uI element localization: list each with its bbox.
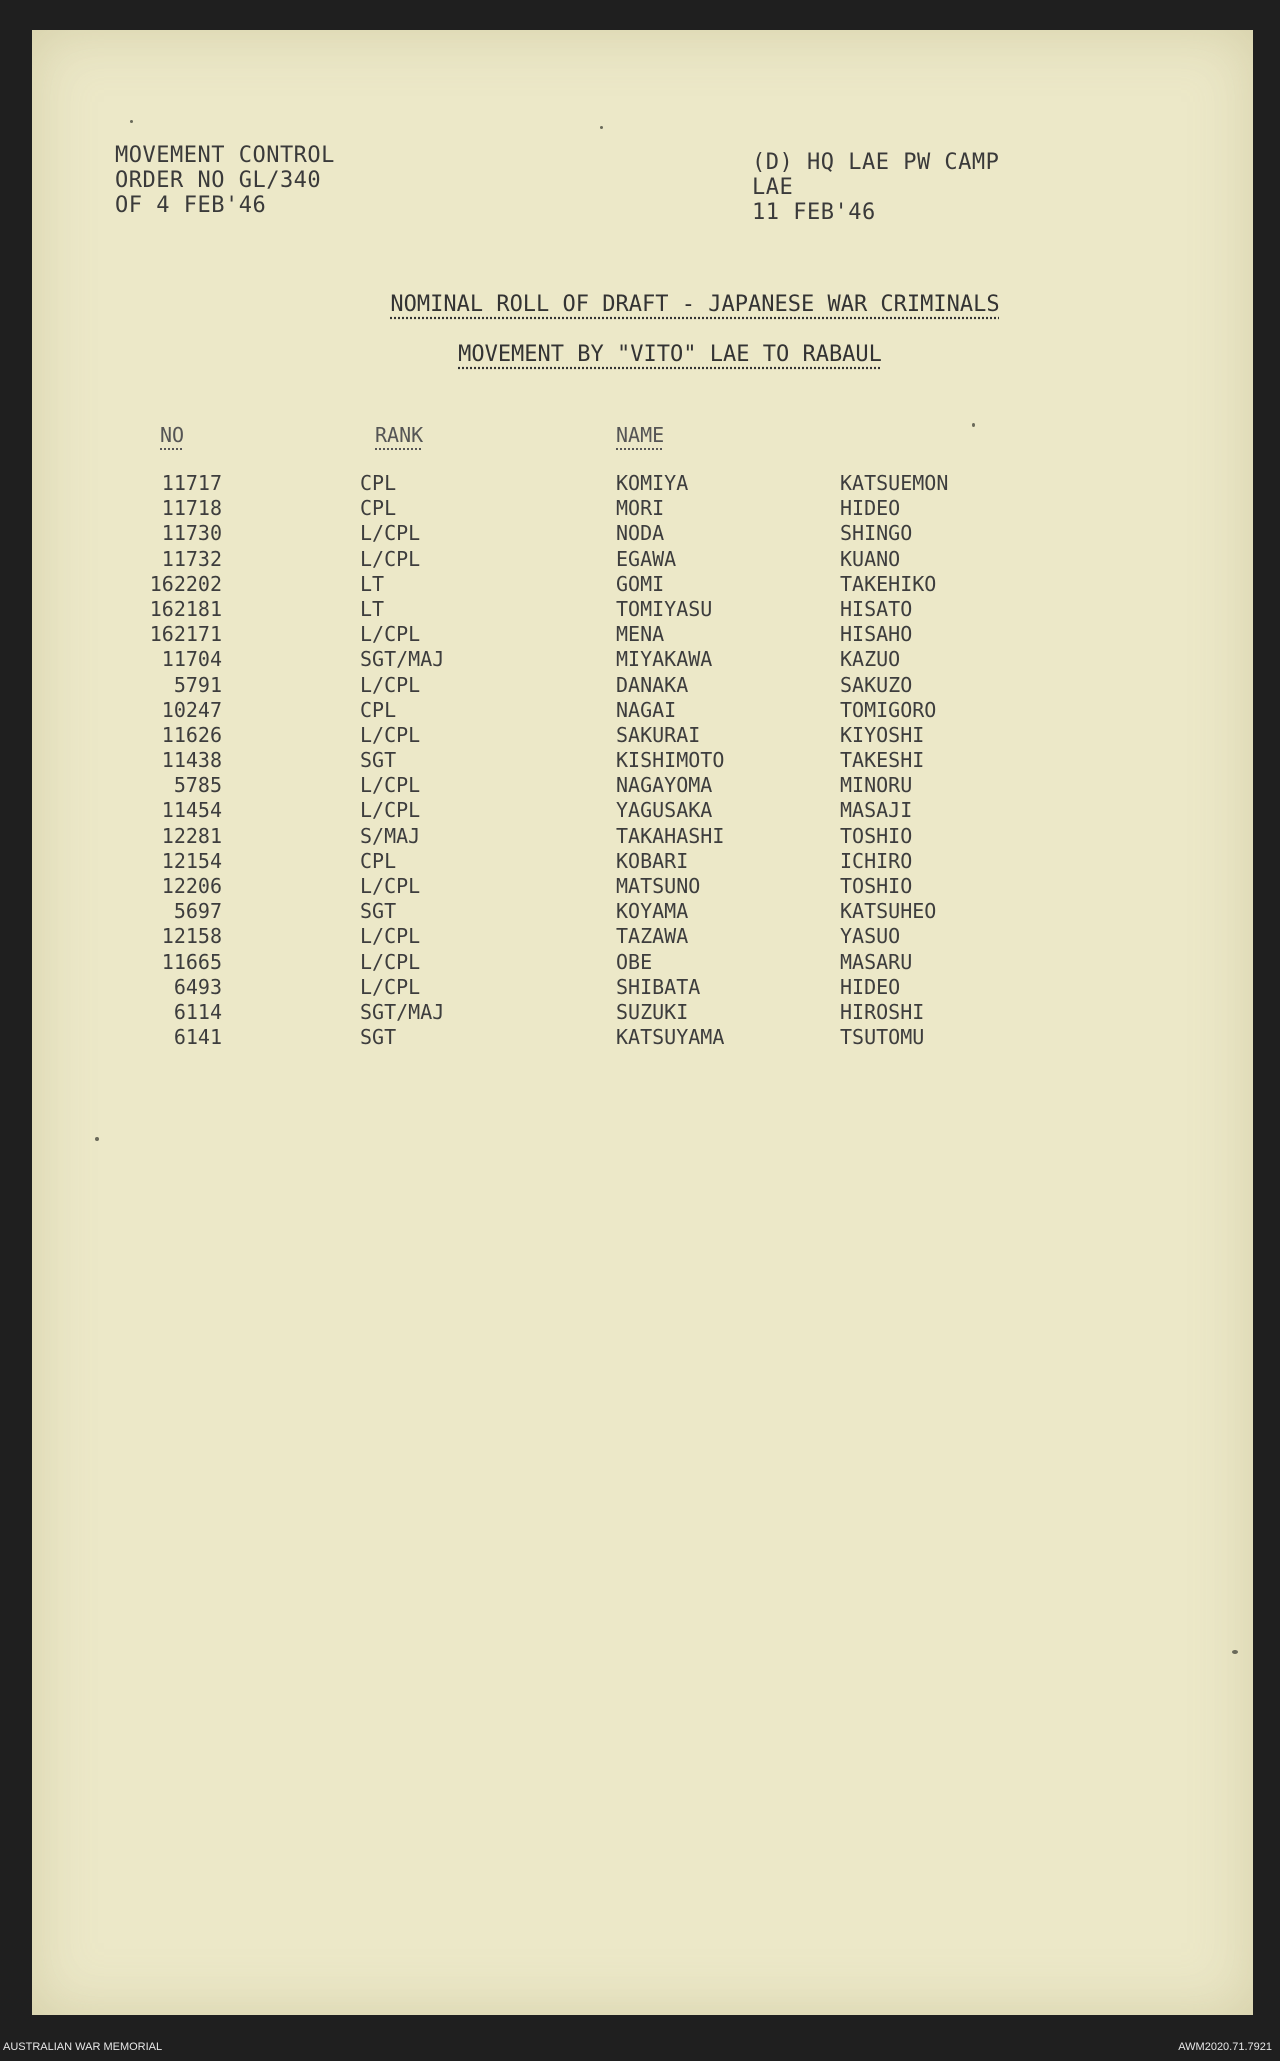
row-given-name: KATSUEMON [840,471,949,495]
row-rank: L/CPL [360,773,421,798]
row-number: 162202 [149,571,222,596]
table-row [0,622,1280,647]
row-number: 6141 [173,1025,222,1050]
row-rank: LT [360,596,385,621]
row-given-name: HIDEO [840,496,901,521]
row-given-name: TAKESHI [840,748,925,773]
row-rank: CPL [360,697,397,722]
order-reference [115,143,415,218]
row-rank: L/CPL [360,974,421,999]
row-surname: KOMIYA [616,471,689,495]
row-given-name: TOMIGORO [840,697,937,722]
row-rank: CPL [360,471,397,495]
row-surname: MATSUNO [616,874,701,898]
table-row [0,521,1280,546]
row-given-name: TOSHIO [840,874,913,898]
row-surname: MENA [616,622,665,647]
row-given-name: MINORU [840,773,913,798]
row-rank: L/CPL [360,722,421,747]
table-row [0,975,1280,1000]
row-rank: SGT [360,1025,397,1050]
row-surname: TOMIYASU [616,596,713,621]
table-row [0,798,1280,823]
camp-line-3: 11 FEB'46 [752,200,876,225]
row-surname: TAKAHASHI [616,823,725,848]
row-surname: OBE [616,949,653,974]
row-rank: CPL [360,496,397,521]
document-subtitle [0,342,1280,367]
row-number: 11717 [161,471,222,495]
row-given-name: MASARU [840,949,913,974]
row-number: 11626 [161,722,222,747]
row-rank: CPL [360,848,397,873]
row-number: 6114 [173,999,222,1024]
row-rank: S/MAJ [360,823,421,848]
order-line-1: MOVEMENT CONTROL [115,143,335,168]
table-row [0,547,1280,572]
row-given-name: ICHIRO [840,848,913,873]
row-given-name: YASUO [840,924,901,949]
table-row [0,1025,1280,1050]
row-rank: L/CPL [360,874,421,898]
row-number: 162171 [149,622,222,647]
row-number: 162181 [149,596,222,621]
row-surname: GOMI [616,571,665,596]
order-line-2: ORDER NO GL/340 [115,168,322,193]
table-row [0,773,1280,798]
table-row [0,874,1280,899]
ink-speck [95,1137,99,1141]
row-surname: MORI [616,496,665,521]
row-number: 12206 [161,874,222,898]
row-given-name: MASAJI [840,798,913,823]
row-number: 11704 [161,647,222,672]
row-rank: L/CPL [360,924,421,949]
table-row [0,496,1280,521]
table-row [0,824,1280,849]
order-line-3: OF 4 FEB'46 [115,193,267,218]
row-surname: SHIBATA [616,974,701,999]
row-rank: SGT [360,748,397,773]
row-given-name: SHINGO [840,521,913,546]
row-surname: SUZUKI [616,999,689,1024]
row-surname: DANAKA [616,672,689,697]
row-surname: NODA [616,521,665,546]
row-rank: SGT [360,899,397,924]
table-row [0,673,1280,698]
table-row [0,723,1280,748]
footer-accession-number: AWM2020.71.7921 [1178,2041,1272,2053]
row-number: 12281 [161,823,222,848]
ink-speck [972,423,975,427]
row-number: 5697 [173,899,222,924]
ink-speck [130,120,133,123]
row-given-name: KIYOSHI [840,722,925,747]
row-surname: KISHIMOTO [616,748,725,773]
row-number: 11454 [161,798,222,823]
row-number: 5791 [173,672,222,697]
row-number: 12154 [161,848,222,873]
camp-address [752,150,1052,225]
row-given-name: KATSUHEO [840,899,937,924]
row-given-name: SAKUZO [840,672,913,697]
column-header-no: NO [160,423,185,447]
row-rank: L/CPL [360,521,421,546]
row-surname: KOBARI [616,848,689,873]
row-given-name: TSUTOMU [840,1025,925,1050]
row-rank: L/CPL [360,546,421,571]
row-number: 11665 [161,949,222,974]
row-given-name: HIROSHI [840,999,925,1024]
row-rank: L/CPL [360,622,421,647]
row-given-name: KAZUO [840,647,901,672]
row-rank: SGT/MAJ [360,647,445,672]
row-given-name: HISATO [840,596,913,621]
row-surname: EGAWA [616,546,677,571]
row-surname: KOYAMA [616,899,689,924]
row-number: 6493 [173,974,222,999]
row-given-name: HISAHO [840,622,913,647]
row-number: 11732 [161,546,222,571]
row-number: 12158 [161,924,222,949]
document-title [0,292,1280,317]
table-row [0,1000,1280,1025]
row-surname: NAGAI [616,697,677,722]
table-row [0,849,1280,874]
row-surname: KATSUYAMA [616,1025,725,1050]
row-rank: L/CPL [360,672,421,697]
row-number: 11730 [161,521,222,546]
row-surname: MIYAKAWA [616,647,713,672]
footer-institution: AUSTRALIAN WAR MEMORIAL [3,2041,163,2053]
ink-speck [1232,1650,1238,1654]
camp-line-2: LAE [752,175,794,200]
title-line-2: MOVEMENT BY "VITO" LAE TO RABAUL [458,342,882,367]
row-given-name: TAKEHIKO [840,571,937,596]
row-rank: SGT/MAJ [360,999,445,1024]
row-surname: NAGAYOMA [616,773,713,798]
table-row [0,698,1280,723]
row-given-name: HIDEO [840,974,901,999]
row-surname: SAKURAI [616,722,701,747]
row-rank: L/CPL [360,949,421,974]
row-rank: L/CPL [360,798,421,823]
row-number: 5785 [173,773,222,798]
table-row [0,471,1280,496]
table-row [0,950,1280,975]
table-row [0,597,1280,622]
row-surname: YAGUSAKA [616,798,713,823]
title-line-1: NOMINAL ROLL OF DRAFT - JAPANESE WAR CRIMINALS [390,292,1000,317]
row-number: 10247 [161,697,222,722]
row-number: 11438 [161,748,222,773]
table-row [0,748,1280,773]
row-given-name: KUANO [840,546,901,571]
row-rank: LT [360,571,385,596]
camp-line-1: (D) HQ LAE PW CAMP [752,150,1000,175]
table-row [0,572,1280,597]
table-row [0,924,1280,949]
table-row [0,899,1280,924]
row-surname: TAZAWA [616,924,689,949]
table-row [0,647,1280,672]
nominal-roll-table [0,471,1280,1050]
row-given-name: TOSHIO [840,823,913,848]
ink-speck [600,126,603,129]
column-header-rank: RANK [375,423,424,447]
column-header-name: NAME [616,423,665,447]
row-number: 11718 [161,496,222,521]
